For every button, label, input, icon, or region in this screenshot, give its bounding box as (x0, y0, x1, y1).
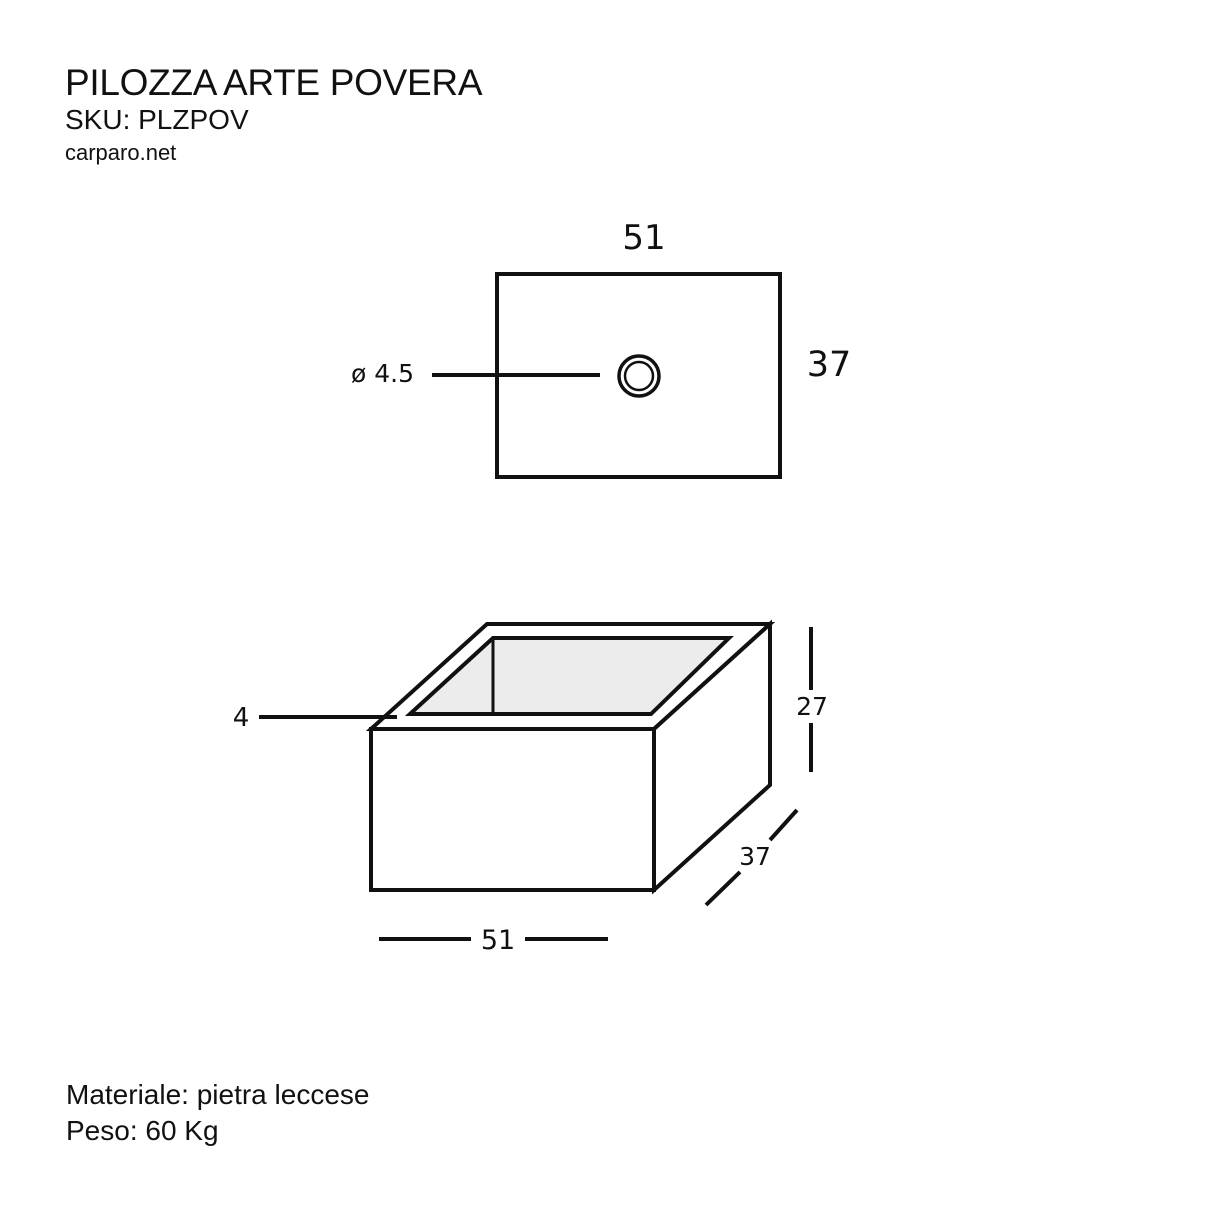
iso-width-label: 51 (480, 925, 516, 956)
product-sku: SKU: PLZPOV (65, 104, 249, 135)
depth-dim-line-upper (770, 810, 797, 840)
drain-diameter-label: ø 4.5 (350, 359, 414, 388)
product-title: PILOZZA ARTE POVERA (65, 62, 483, 103)
rim-thickness-label: 4 (232, 703, 250, 733)
iso-view (259, 624, 811, 939)
top-view (432, 274, 780, 477)
front-face (371, 729, 654, 890)
iso-depth-label: 37 (739, 842, 771, 871)
iso-height-label: 27 (796, 692, 828, 721)
depth-dim-line-lower (706, 872, 740, 905)
material-label: Materiale: pietra leccese (66, 1079, 370, 1110)
website-label: carparo.net (65, 140, 177, 165)
weight-label: Peso: 60 Kg (66, 1115, 219, 1146)
drain-hole-inner (625, 362, 653, 390)
top-depth-label: 37 (806, 345, 852, 385)
top-width-label: 51 (622, 218, 666, 258)
